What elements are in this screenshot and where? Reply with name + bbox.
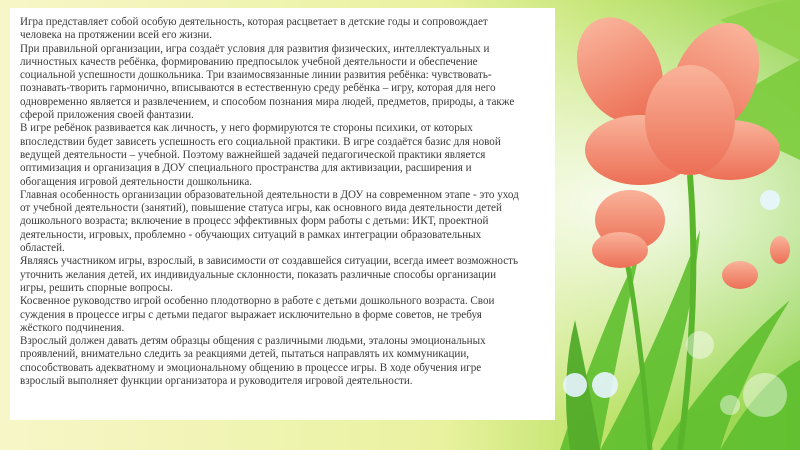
paragraph-6: Косвенное руководство игрой особенно плодотворно в работе с детьми дошкольного возраста. Свои суждения в процессе игры с детьми педагог выражает исключительно в форме советов, не требуя жёсткого подчинения. bbox=[20, 295, 495, 334]
paragraph-3: В игре ребёнок развивается как личность, у него формируются те стороны психики, от которых впоследствии будет зависеть успешность его социальной практики. В игре создаётся базис для новой ведущей деятельности – учебной. Поэтому важнейшей задачей педагогической практики является оптимизация и организация в ДОУ специального пространства для активизации, расширения и обогащения игровой деятельности дошкольника. bbox=[20, 122, 501, 188]
paragraph-4: Главная особенность организации образовательной деятельности в ДОУ на современном этапе - это уход от учебной деятельности (занятий), повышение статуса игры, как основного вида деятельности детей дошкольного возраста; включение в процесс эффективных форм работы с детьми: ИКТ, проектной деятельности, игровых, проблемно - обучающих ситуаций в рамках интеграции образовательных областей. bbox=[20, 188, 519, 255]
paragraph-5: Являясь участником игры, взрослый, в зависимости от создавшейся ситуации, всегда имеет возможность уточнить желания детей, их индивидуальные склонности, показать различные способы организации игры, решить спорные вопросы. bbox=[20, 255, 519, 294]
text-panel bbox=[10, 8, 555, 420]
paragraph-1: Игра представляет собой особую деятельность, которая расцветает в детские годы и сопровождает человека на протяжении всей его жизни. bbox=[20, 16, 488, 42]
paragraph-7: Взрослый должен давать детям образцы общения с различными людьми, эталоны эмоциональных проявлений, внимательно следить за реакциями детей, пытаться направлять их коммуникации, способствовать адекватному и эмоциональному общению в процессе игры. В ходе обучения игре взрослый выполняет функции организатора и руководителя игровой деятельности. bbox=[20, 335, 486, 388]
paragraph-2: При правильной организации, игра создаёт условия для развития физических, интеллектуальных и личностных качеств ребёнка, формированию предпосылок учебной деятельности и обеспечение социальной успешности дошкольника. Три взаимосвязанные линии развития ребёнка: чувствовать- познавать-творить гармонично, вписываются в естественную среду ребёнка – игру, которая для него одновременно является и развлечением, и способом познания мира людей, предметов, природы, а также сферой приложения своей фантазии. bbox=[20, 42, 515, 122]
